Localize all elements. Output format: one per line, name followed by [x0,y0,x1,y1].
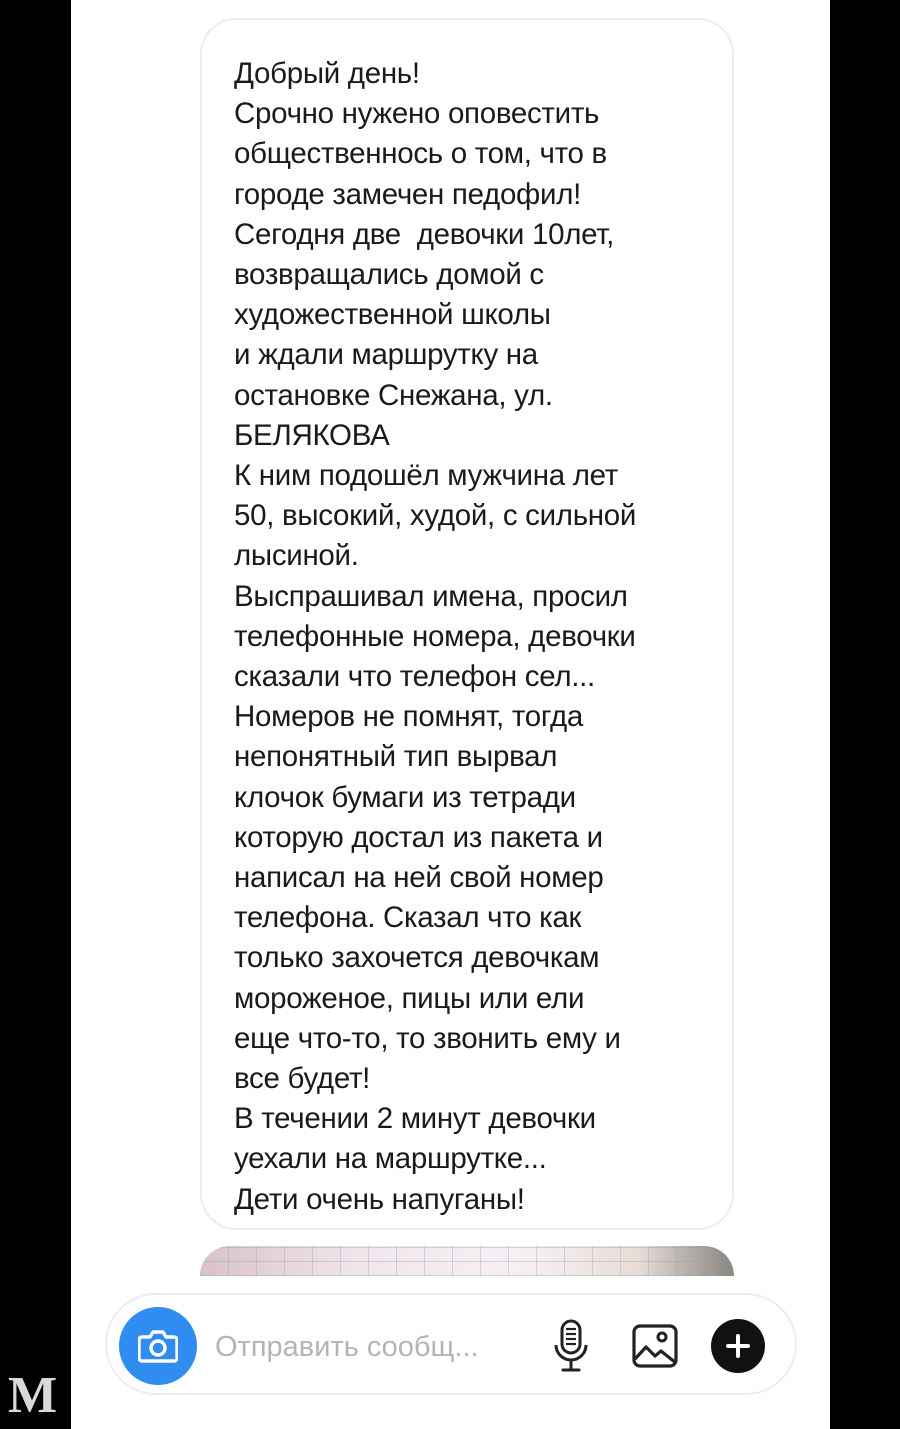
camera-button[interactable] [119,1307,197,1385]
message-line: которую достал из пакета и [234,820,603,854]
plus-icon [725,1333,751,1359]
message-line: БЕЛЯКОВА [234,418,390,452]
message-line: еще что-то, то звонить ему и [234,1021,621,1055]
message-line: мороженое, пицы или ели [234,981,585,1015]
message-line: Дети очень напуганы! [234,1182,525,1216]
more-actions-button[interactable] [711,1319,765,1373]
watermark-logo: M [8,1367,56,1424]
message-line: В течении 2 минут девочки [234,1102,596,1136]
microphone-icon [553,1319,589,1373]
message-line: телефона. Сказал что как [234,901,582,935]
message-line: сказали что телефон сел... [234,660,595,694]
message-line: Сегодня две девочки 10лет, [234,217,615,251]
message-line: остановке Снежана, ул. [234,378,553,412]
message-line: лысиной. [234,539,359,573]
message-line: только захочется девочкам [234,941,600,975]
message-line: городе замечен педофил! [234,177,582,211]
image-grid-pattern [200,1246,734,1276]
message-line: общественнось о том, что в [234,137,607,171]
image-message-preview[interactable] [200,1246,734,1276]
chat-screen [71,0,830,1429]
message-line: Выспрашивал имена, просил [234,579,628,613]
message-line: непонятный тип вырвал [234,740,558,774]
message-line: Добрый день! [234,57,420,90]
message-line: К ним подошёл мужчина лет [234,459,618,493]
microphone-button[interactable] [543,1317,599,1375]
message-composer [105,1293,797,1395]
message-line: 50, высокий, худой, с сильной [234,499,637,533]
message-line: уехали на маршрутке... [234,1142,547,1176]
message-line: телефонные номера, девочки [234,619,636,653]
message-line: и ждали маршрутку на [234,338,538,372]
message-line: клочок бумаги из тетради [234,780,576,814]
message-line: написал на ней свой номер [234,861,604,895]
message-line: возвращались домой с [234,258,544,292]
message-line: Срочно нужено оповестить [234,97,600,131]
gallery-button[interactable] [627,1319,683,1373]
message-line: художественной школы [234,298,551,332]
message-line: все будет! [234,1062,371,1096]
message-line: Номеров не помнят, тогда [234,700,583,734]
message-bubble[interactable] [200,18,734,1230]
message-input[interactable] [215,1325,535,1369]
gallery-icon [631,1323,679,1369]
camera-icon [138,1329,178,1363]
